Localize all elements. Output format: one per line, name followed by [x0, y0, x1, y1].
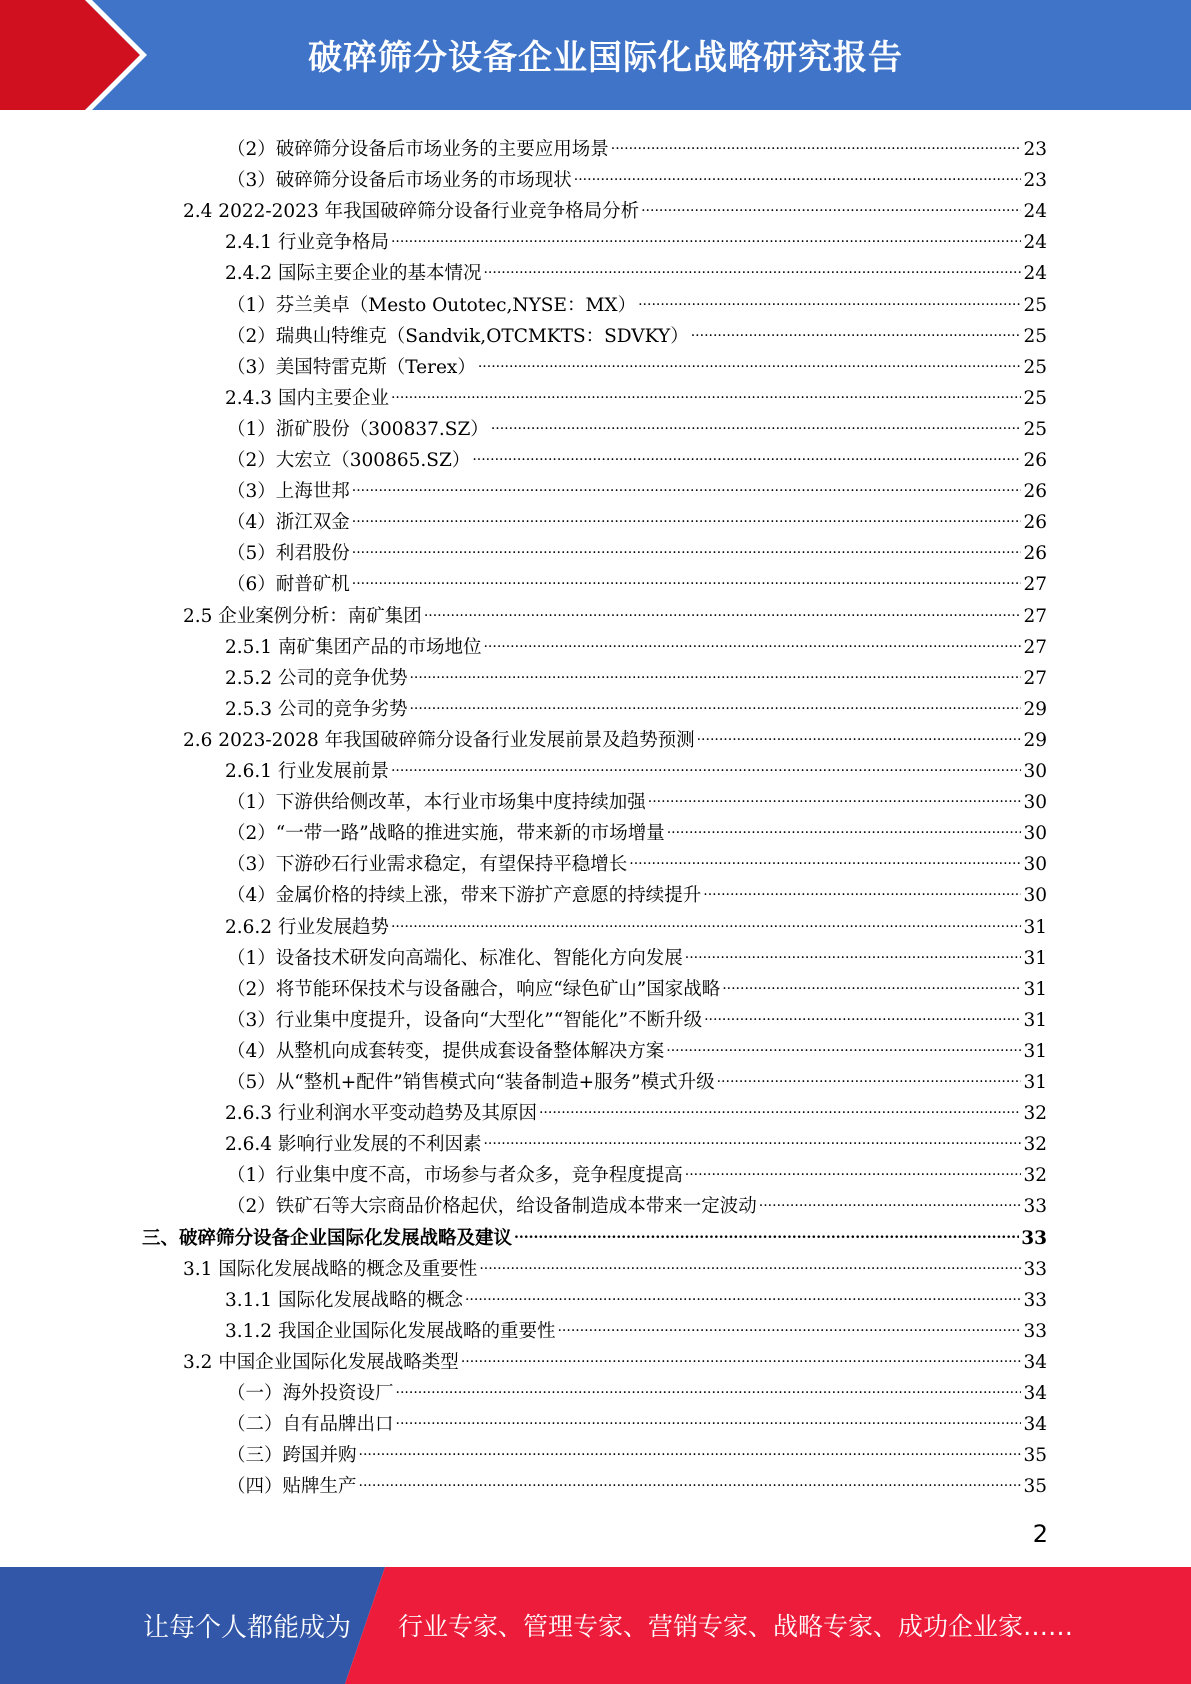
toc-entry-page: 30 [1023, 792, 1047, 814]
toc-entry[interactable] [227, 967, 1047, 1000]
toc-entry-label: （2）大宏立（300865.SZ） [227, 450, 471, 471]
toc-entry-page: 26 [1023, 481, 1047, 503]
toc-entry-label: （3）美国特雷克斯（Terex） [227, 356, 476, 378]
toc-entry-label: （2）破碎筛分设备后市场业务的主要应用场景 [227, 139, 609, 160]
toc-entry[interactable] [225, 251, 1047, 285]
toc-entry[interactable] [227, 842, 1047, 876]
toc-entry-label: （三）跨国并购 [227, 1445, 357, 1467]
toc-entry-label: （5）从“整机+配件”销售模式向“装备制造+服务”模式升级 [227, 1072, 715, 1093]
toc-entry[interactable] [227, 127, 1047, 160]
toc-entry-page: 33 [1023, 1320, 1047, 1342]
footer-slogan-left: 让每个人都能成为 [143, 1613, 352, 1643]
toc-dot-leader [574, 158, 1022, 186]
toc-entry[interactable] [225, 376, 1047, 409]
toc-entry[interactable] [225, 749, 1047, 782]
toc-entry-page: 26 [1023, 450, 1047, 471]
toc-entry[interactable] [227, 562, 1047, 596]
toc-entry-page: 29 [1023, 698, 1047, 720]
toc-entry-page: 34 [1023, 1383, 1047, 1404]
toc-entry-page: 31 [1023, 1009, 1047, 1031]
toc-entry[interactable] [225, 656, 1047, 689]
toc-entry-page: 27 [1023, 574, 1047, 596]
toc-entry-page: 23 [1023, 139, 1047, 160]
toc-dot-leader [359, 1433, 1022, 1461]
toc-entry-page: 25 [1023, 356, 1047, 378]
toc-dot-leader [478, 345, 1022, 373]
toc-entry[interactable] [227, 531, 1047, 565]
toc-entry-label: （4）从整机向成套转变，提供成套设备整体解决方案 [227, 1040, 665, 1062]
toc-entry[interactable] [227, 1433, 1047, 1467]
toc-entry-label: （1）芬兰美卓（Mesto Outotec,NYSE：MX） [227, 294, 637, 316]
toc-dot-leader [409, 687, 1021, 715]
toc-entry-label: 2.5.1 南矿集团产品的市场地位 [225, 636, 482, 658]
toc-entry-label: 三、破碎筛分设备企业国际化发展战略及建议 [142, 1227, 513, 1249]
toc-entry-page: 24 [1023, 263, 1047, 285]
toc-dot-leader [697, 718, 1022, 746]
toc-entry-label: （二）自有品牌出口 [227, 1414, 394, 1436]
toc-entry[interactable] [227, 780, 1047, 814]
toc-entry-label: （1）浙矿股份（300837.SZ） [227, 418, 489, 440]
toc-entry-page: 35 [1023, 1476, 1047, 1498]
toc-entry-page: 31 [1023, 978, 1047, 1000]
toc-entry-label: （3）行业集中度提升，设备向“大型化”“智能化”不断升级 [227, 1009, 703, 1031]
toc-entry-page: 30 [1023, 885, 1047, 907]
toc-entry[interactable] [227, 1402, 1047, 1436]
toc-entry-label: 2.6.2 行业发展趋势 [225, 916, 389, 938]
toc-entry-label: （6）耐普矿机 [227, 574, 350, 596]
toc-dot-leader [611, 127, 1022, 155]
toc-entry[interactable] [227, 283, 1047, 316]
toc-entry-page: 33 [1023, 1289, 1047, 1311]
toc-entry-label: 2.5 企业案例分析：南矿集团 [183, 605, 422, 627]
toc-entry-page: 27 [1023, 636, 1047, 658]
toc-dot-leader [685, 936, 1022, 964]
toc-entry-page: 31 [1023, 916, 1047, 938]
toc-entry-label: 2.5.3 公司的竞争劣势 [225, 698, 408, 720]
toc-dot-leader [424, 594, 1022, 622]
toc-dot-leader [409, 656, 1021, 684]
toc-entry-page: 32 [1023, 1165, 1047, 1187]
toc-entry-page: 26 [1023, 512, 1047, 534]
toc-dot-leader [666, 1029, 1021, 1057]
toc-entry[interactable] [227, 998, 1047, 1031]
toc-entry-page: 33 [1021, 1227, 1047, 1249]
toc-entry-label: （一）海外投资设厂 [227, 1383, 394, 1404]
toc-entry-label: 3.1.1 国际化发展战略的概念 [225, 1289, 463, 1311]
toc-entry[interactable] [225, 1278, 1047, 1311]
toc-entry-page: 27 [1023, 605, 1047, 627]
toc-entry[interactable] [183, 594, 1047, 627]
toc-dot-leader [703, 873, 1021, 901]
toc-entry-page: 33 [1023, 1258, 1047, 1280]
toc-entry[interactable] [227, 345, 1047, 378]
toc-dot-leader [704, 998, 1021, 1026]
toc-entry-page: 23 [1023, 170, 1047, 192]
toc-entry-page: 31 [1023, 1072, 1047, 1093]
toc-entry-page: 30 [1023, 761, 1047, 782]
toc-entry[interactable] [227, 811, 1047, 845]
toc-entry-label: 3.1 国际化发展战略的概念及重要性 [183, 1258, 478, 1280]
toc-entry-label: （3）下游砂石行业需求稳定，有望保持平稳增长 [227, 854, 628, 876]
toc-entry-label: （1）行业集中度不高，市场参与者众多，竞争程度提高 [227, 1165, 683, 1187]
toc-entry[interactable] [227, 1464, 1047, 1498]
toc-entry-page: 30 [1023, 823, 1047, 845]
toc-entry[interactable] [227, 1029, 1047, 1062]
toc-entry-label: （2）“一带一路”战略的推进实施，带来新的市场增量 [227, 823, 665, 845]
toc-entry[interactable] [225, 1122, 1047, 1156]
page-footer [0, 1567, 1191, 1684]
toc-dot-leader [396, 1371, 1022, 1399]
toc-entry[interactable] [227, 469, 1047, 503]
toc-dot-leader [648, 780, 1022, 808]
toc-dot-leader [465, 1278, 1021, 1306]
toc-entry-page: 29 [1023, 729, 1047, 751]
toc-dot-leader [722, 967, 1021, 995]
toc-entry-label: 2.5.2 公司的竞争优势 [225, 667, 408, 689]
toc-entry-page: 31 [1023, 1040, 1047, 1062]
toc-entry-page: 34 [1023, 1351, 1047, 1373]
toc-dot-leader [717, 1060, 1022, 1088]
toc-entry-page: 25 [1023, 294, 1047, 316]
toc-dot-leader [667, 811, 1022, 839]
toc-entry-page: 25 [1023, 325, 1047, 347]
toc-entry-page: 32 [1023, 1134, 1047, 1156]
toc-entry[interactable] [227, 407, 1047, 440]
toc-entry[interactable] [227, 1060, 1047, 1093]
toc-dot-leader [479, 1247, 1021, 1275]
toc-entry[interactable] [225, 1091, 1047, 1125]
toc-entry[interactable] [142, 1216, 1047, 1249]
toc-dot-leader [514, 1216, 1019, 1244]
toc-dot-leader [472, 438, 1021, 466]
toc-entry[interactable] [183, 718, 1047, 751]
toc-entry[interactable] [227, 1371, 1047, 1404]
toc-entry-label: （4）金属价格的持续上涨，带来下游扩产意愿的持续提升 [227, 885, 702, 907]
toc-entry[interactable] [225, 625, 1047, 658]
toc-entry[interactable] [227, 500, 1047, 534]
page-header [0, 0, 1191, 110]
toc-entry-page: 34 [1023, 1414, 1047, 1436]
toc-entry[interactable] [227, 873, 1047, 907]
toc-entry-label: （2）将节能环保技术与设备融合，响应“绿色矿山”国家战略 [227, 978, 721, 1000]
toc-dot-leader [391, 220, 1021, 248]
toc-dot-leader [539, 1091, 1021, 1119]
toc-dot-leader [557, 1309, 1021, 1337]
toc-entry[interactable] [225, 687, 1047, 720]
toc-entry[interactable] [183, 189, 1047, 223]
toc-dot-leader [629, 842, 1021, 870]
toc-dot-leader [391, 749, 1021, 777]
toc-dot-leader [359, 1464, 1022, 1492]
toc-entry[interactable] [227, 438, 1047, 471]
toc-entry[interactable] [225, 905, 1047, 938]
toc-entry-label: 2.4.1 行业竞争格局 [225, 232, 389, 254]
toc-dot-leader [352, 469, 1022, 497]
toc-entry-page: 25 [1023, 387, 1047, 409]
toc-entry-label: （5）利君股份 [227, 543, 350, 565]
toc-entry[interactable] [227, 1153, 1047, 1187]
toc-entry[interactable] [183, 1340, 1047, 1373]
toc-entry[interactable] [227, 314, 1047, 347]
toc-entry-label: （4）浙江双金 [227, 512, 350, 534]
toc-dot-leader [759, 1184, 1022, 1212]
toc-entry-page: 33 [1023, 1196, 1047, 1218]
toc-entry-page: 35 [1023, 1445, 1047, 1467]
toc-entry-page: 24 [1023, 232, 1047, 254]
toc-entry-label: （2）铁矿石等大宗商品价格起伏，给设备制造成本带来一定波动 [227, 1196, 757, 1218]
toc-entry[interactable] [227, 1184, 1047, 1218]
toc-dot-leader [691, 314, 1022, 342]
toc-entry-label: 2.6.3 行业利润水平变动趋势及其原因 [225, 1103, 537, 1125]
toc-dot-leader [352, 500, 1022, 528]
toc-dot-leader [685, 1153, 1022, 1181]
toc-dot-leader [491, 407, 1022, 435]
toc-entry-label: （1）设备技术研发向高端化、标准化、智能化方向发展 [227, 947, 683, 969]
toc-entry-page: 27 [1023, 667, 1047, 689]
toc-entry-page: 32 [1023, 1103, 1047, 1125]
toc-entry[interactable] [183, 1247, 1047, 1280]
toc-entry-label: 2.6.4 影响行业发展的不利因素 [225, 1134, 482, 1156]
toc-entry-page: 31 [1023, 947, 1047, 969]
toc-dot-leader [483, 251, 1021, 279]
toc-dot-leader [641, 189, 1021, 217]
toc-dot-leader [638, 283, 1021, 311]
toc-entry-label: 2.6.1 行业发展前景 [225, 761, 389, 782]
toc-entry-label: （3）上海世邦 [227, 481, 350, 503]
toc-dot-leader [391, 376, 1021, 404]
toc-entry-label: 3.2 中国企业国际化发展战略类型 [183, 1351, 459, 1373]
toc-entry-label: （3）破碎筛分设备后市场业务的市场现状 [227, 170, 572, 192]
toc-entry-label: 2.4 2022-2023 年我国破碎筛分设备行业竞争格局分析 [183, 201, 640, 223]
footer-slogan-right: 行业专家、管理专家、营销专家、战略专家、成功企业家…… [398, 1612, 1074, 1641]
toc-entry-page: 25 [1023, 418, 1047, 440]
toc-dot-leader [483, 625, 1021, 653]
toc-entry-label: 3.1.2 我国企业国际化发展战略的重要性 [225, 1320, 556, 1342]
toc-entry-label: （四）贴牌生产 [227, 1476, 357, 1498]
toc-entry-label: 2.4.3 国内主要企业 [225, 387, 389, 409]
toc-entry[interactable] [225, 1309, 1047, 1342]
toc-entry[interactable] [227, 936, 1047, 969]
toc-entry-label: 2.6 2023-2028 年我国破碎筛分设备行业发展前景及趋势预测 [183, 729, 695, 751]
toc-dot-leader [352, 562, 1022, 590]
toc-dot-leader [483, 1122, 1021, 1150]
toc-entry-page: 24 [1023, 201, 1047, 223]
toc-entry-label: （1）下游供给侧改革，本行业市场集中度持续加强 [227, 792, 646, 814]
page-number: 2 [1032, 1520, 1048, 1548]
toc-entry-label: 2.4.2 国际主要企业的基本情况 [225, 263, 482, 285]
report-title: 破碎筛分设备企业国际化战略研究报告 [308, 38, 903, 78]
toc-dot-leader [391, 905, 1021, 933]
toc-entry[interactable] [227, 158, 1047, 192]
toc-entry-page: 30 [1023, 854, 1047, 876]
toc-dot-leader [352, 531, 1022, 559]
toc-dot-leader [461, 1340, 1022, 1368]
toc-entry-label: （2）瑞典山特维克（Sandvik,OTCMKTS：SDVKY） [227, 325, 689, 347]
toc-entry[interactable] [225, 220, 1047, 254]
toc-entry-page: 26 [1023, 543, 1047, 565]
toc-dot-leader [396, 1402, 1022, 1430]
